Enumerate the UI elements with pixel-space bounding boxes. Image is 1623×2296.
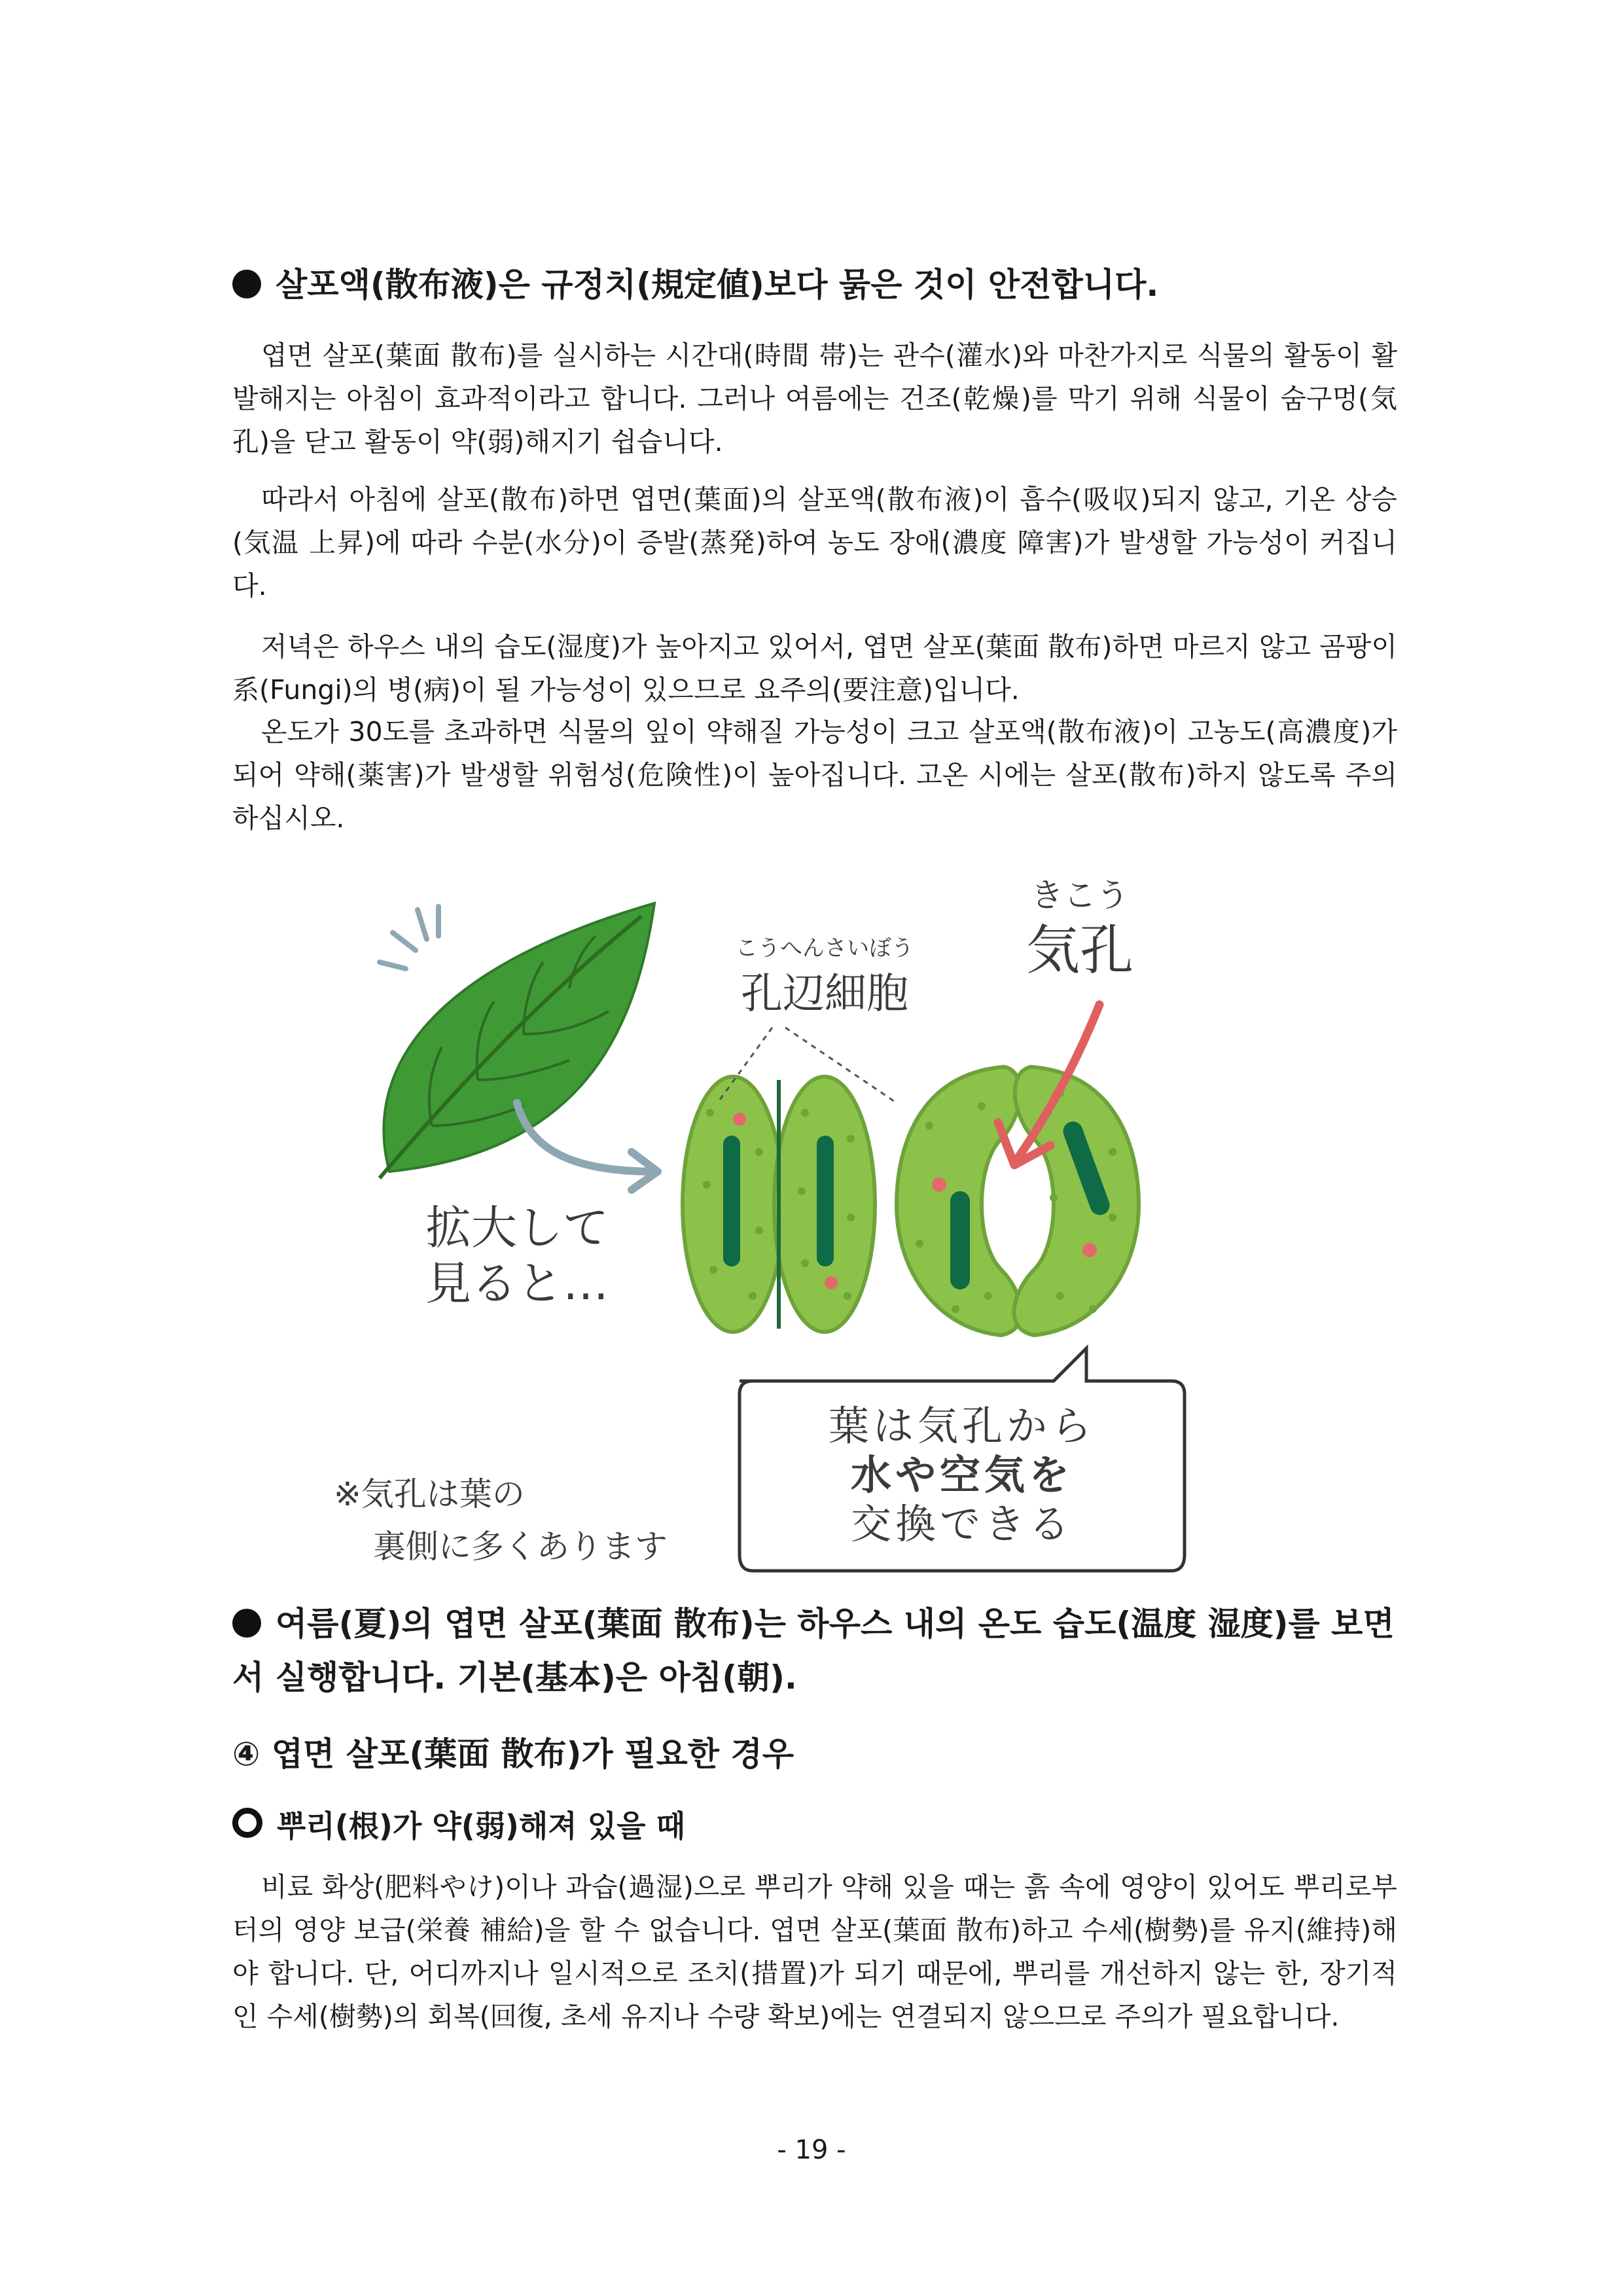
guard-cells-open: [897, 1067, 1139, 1335]
heading-weak-roots: 뿌리(根)가 약(弱)해져 있을 때: [232, 1800, 1397, 1852]
heading-summer-spray: 여름(夏)의 엽면 살포(葉面 散布)는 하우스 내의 온도 습도(温度 湿度)를 보면서 실행합니다. 기본(基本)은 아침(朝).: [232, 1605, 1395, 1696]
guard-cells-closed: [683, 1077, 875, 1332]
note-line-1: ※気孔は葉の: [334, 1475, 525, 1513]
note-line-2: 裏側に多くあります: [373, 1528, 668, 1566]
heading-spray-concentration: 살포액(散布液)은 규정치(規定値)보다 묽은 것이 안전합니다.: [232, 259, 1397, 311]
stomata-illustration: [327, 877, 1243, 1597]
sparkle-lines-icon: [380, 906, 438, 969]
paragraph-evening: 저녁은 하우스 내의 습도(湿度)가 높아지고 있어서, 엽면 살포(葉面 散布)하면 마르지 않고 곰팡이 系(Fungi)의 병(病)이 될 가능성이 있으므로 요주의(要注意)입니다.: [232, 631, 1397, 706]
paragraph-timing: 엽면 살포(葉面 散布)를 실시하는 시간대(時間 帯)는 관수(灌水)와 마찬가지로 식물의 활동이 활발해지는 아침이 효과적이라고 합니다. 그러나 여름에는 건조(乾燥)를 막기 위해 식물이 숨구멍(気孔)을 닫고 활동이 약(弱)해지기 쉽습니다.: [232, 340, 1397, 457]
stoma-label: 気孔: [1026, 920, 1134, 982]
enlarge-label-2: 見ると…: [425, 1257, 609, 1310]
speech-bubble: [740, 1348, 1185, 1571]
bubble-line-1: 葉は気孔から: [828, 1402, 1096, 1450]
circle-bullet-icon: [232, 1808, 262, 1838]
heading-when-needed: ④ 엽면 살포(葉面 散布)가 필요한 경우: [232, 1735, 794, 1773]
leaf-icon: [380, 903, 654, 1178]
bullet-icon: [232, 1609, 261, 1638]
paragraph-weak-roots: 비료 화상(肥料やけ)이나 과습(過湿)으로 뿌리가 약해 있을 때는 흙 속에 영양이 있어도 뿌리로부터의 영양 보급(栄養 補給)을 할 수 없습니다. 엽면 살포(葉面 散布)하고 수세(樹勢)를 유지(維持)해야 합니다. 단, 어디까지나 일시적으로 조치(措置)가 되기 때문에, 뿌리를 개선하지 않는 한, 장기적인 수세(樹勢)의 회복(回復, 초세 유지나 수량 확보)에는 연결되지 않으므로 주의가 필요합니다.: [232, 1871, 1397, 2032]
enlarge-label-1: 拡大して: [425, 1201, 609, 1255]
stoma-furigana: きこう: [1031, 877, 1129, 914]
guard-cell-label: 孔辺細胞: [741, 970, 908, 1018]
bubble-line-3: 交換できる: [850, 1500, 1074, 1548]
page-number: - 19 -: [777, 2135, 846, 2165]
bullet-icon: [232, 270, 261, 298]
guard-cell-furigana: こうへんさいぼう: [736, 935, 914, 961]
bubble-line-2: 水や空気を: [850, 1451, 1074, 1499]
paragraph-temperature: 온도가 30도를 초과하면 식물의 잎이 약해질 가능성이 크고 살포액(散布液)이 고농도(高濃度)가 되어 약해(薬害)가 발생할 위험성(危険性)이 높아집니다. 고온 시에는 살포(散布)하지 않도록 주의하십시오.: [232, 716, 1397, 834]
paragraph-morning: 따라서 아침에 살포(散布)하면 엽면(葉面)의 살포액(散布液)이 흡수(吸収)되지 않고, 기온 상승(気温 上昇)에 따라 수분(水分)이 증발(蒸発)하여 농도 장애(濃度 障害)가 발생할 가능성이 커집니다.: [232, 484, 1397, 601]
